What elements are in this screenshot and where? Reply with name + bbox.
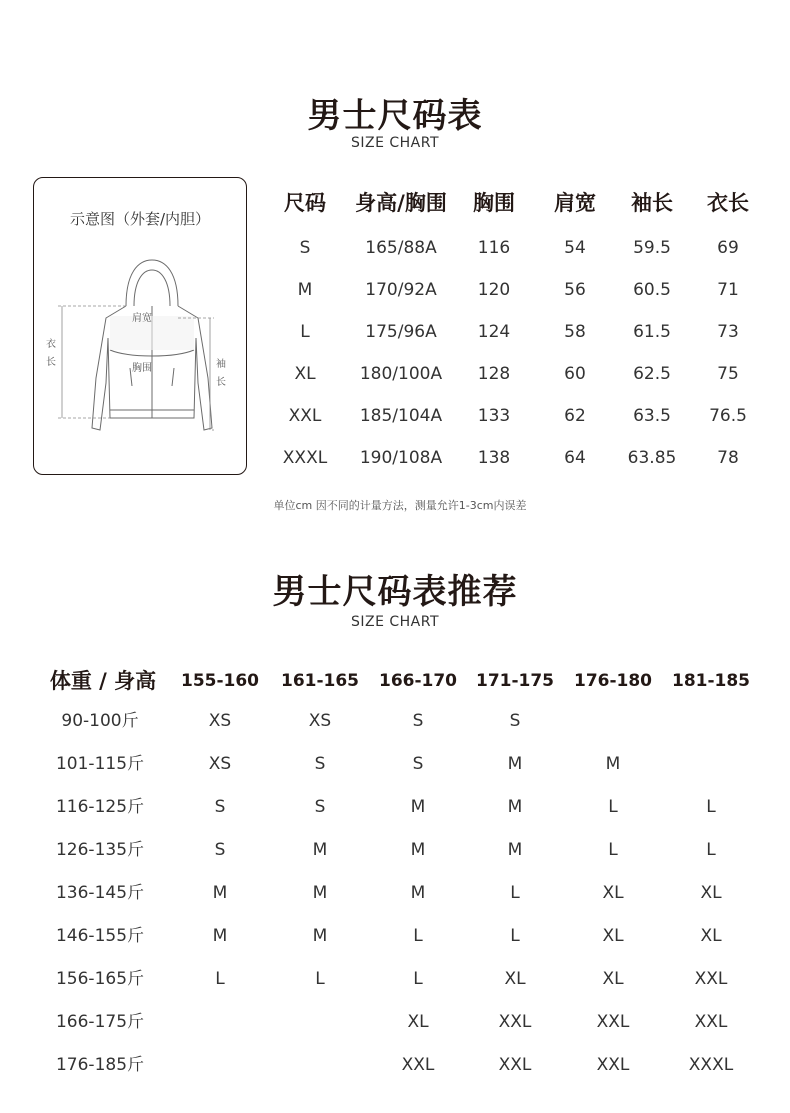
- rec-size-cell: S: [509, 711, 521, 731]
- rec-size-cell: XL: [700, 883, 722, 903]
- size-cell: 116: [477, 238, 511, 258]
- rec-size-cell: L: [608, 797, 618, 817]
- rec-size-cell: S: [214, 840, 226, 860]
- size-cell: 128: [477, 364, 511, 384]
- sleeve-label-char1: 袖: [216, 359, 226, 370]
- size-cell: 138: [477, 448, 511, 468]
- rec-size-cell: XXL: [694, 1012, 728, 1032]
- rec-table-row: [0, 1044, 790, 1087]
- rec-size-cell: L: [413, 969, 423, 989]
- rec-size-cell: M: [507, 840, 523, 860]
- size-cell: S: [299, 238, 311, 258]
- size-cell: 59.5: [633, 238, 671, 258]
- size-table-header: [268, 185, 768, 227]
- recommendation-table: [0, 664, 790, 1087]
- size-cell: XXXL: [282, 448, 328, 468]
- size-cell: 120: [477, 280, 511, 300]
- rec-size-cell: M: [410, 840, 426, 860]
- rec-size-cell: S: [412, 711, 424, 731]
- rec-size-cell: M: [212, 926, 228, 946]
- recommendation-title: 男士尺码表推荐: [272, 572, 518, 612]
- rec-size-cell: XS: [208, 754, 232, 774]
- rec-size-cell: XXL: [498, 1055, 532, 1075]
- size-chart-title: 男士尺码表: [307, 96, 483, 136]
- size-cell: 58: [564, 322, 586, 342]
- size-cell: 62.5: [633, 364, 671, 384]
- size-table-row: [268, 437, 768, 479]
- rec-size-cell: L: [706, 840, 716, 860]
- size-cell: 180/100A: [359, 364, 443, 384]
- rec-size-cell: XXL: [596, 1055, 630, 1075]
- rec-table-header: [0, 664, 790, 700]
- weight-cell: 176-185斤: [55, 1055, 145, 1075]
- rec-size-cell: XS: [308, 711, 332, 731]
- length-label-char2: 长: [46, 357, 56, 368]
- rec-size-cell: XXL: [498, 1012, 532, 1032]
- size-cell: 60.5: [633, 280, 671, 300]
- size-cell: 63.5: [633, 406, 671, 426]
- weight-cell: 90-100斤: [61, 711, 139, 731]
- size-header-cell: 肩宽: [554, 191, 596, 215]
- height-header: 155-160: [180, 671, 260, 691]
- right-pocket: [172, 368, 174, 386]
- rec-size-cell: L: [215, 969, 225, 989]
- size-cell: 165/88A: [365, 238, 437, 258]
- length-label-char1: 衣: [46, 339, 56, 350]
- rec-table-row: [0, 915, 790, 958]
- rec-table-row: [0, 700, 790, 743]
- size-header-cell: 胸围: [473, 191, 515, 215]
- jacket-diagram: [33, 177, 247, 475]
- size-cell: 75: [717, 364, 739, 384]
- rec-size-cell: M: [410, 797, 426, 817]
- weight-cell: 166-175斤: [55, 1012, 145, 1032]
- rec-corner-header: 体重 / 身高: [49, 669, 157, 693]
- rec-size-cell: XS: [208, 711, 232, 731]
- rec-size-cell: L: [608, 840, 618, 860]
- sleeve-label-char2: 长: [216, 377, 226, 388]
- size-table-row: [268, 353, 768, 395]
- rec-size-cell: L: [510, 926, 520, 946]
- size-cell: 170/92A: [365, 280, 437, 300]
- rec-size-cell: M: [312, 926, 328, 946]
- rec-table-row: [0, 786, 790, 829]
- size-cell: 190/108A: [359, 448, 443, 468]
- rec-size-cell: L: [510, 883, 520, 903]
- rec-table-row: [0, 743, 790, 786]
- height-header: 166-170: [378, 671, 458, 691]
- hood-inner: [134, 270, 170, 306]
- size-header-cell: 尺码: [284, 191, 326, 215]
- size-header-cell: 衣长: [707, 191, 749, 215]
- size-cell: 69: [717, 238, 739, 258]
- size-cell: 124: [477, 322, 511, 342]
- rec-size-cell: L: [706, 797, 716, 817]
- size-cell: 63.85: [627, 448, 677, 468]
- chest-label: 胸围: [132, 363, 152, 374]
- size-table: [268, 185, 768, 479]
- weight-cell: 101-115斤: [55, 754, 145, 774]
- weight-cell: 116-125斤: [55, 797, 145, 817]
- size-table-row: [268, 311, 768, 353]
- height-header: 181-185: [671, 671, 751, 691]
- size-cell: 175/96A: [365, 322, 437, 342]
- shoulder-shade: [110, 316, 194, 350]
- height-header: 161-165: [280, 671, 360, 691]
- weight-cell: 146-155斤: [55, 926, 145, 946]
- rec-size-cell: XXL: [694, 969, 728, 989]
- rec-size-cell: XL: [407, 1012, 429, 1032]
- rec-size-cell: XXL: [596, 1012, 630, 1032]
- size-cell: 64: [564, 448, 586, 468]
- measurement-note: 单位cm 因不同的计量方法，测量允许1-3cm内误差: [273, 499, 527, 512]
- weight-cell: 126-135斤: [55, 840, 145, 860]
- rec-size-cell: S: [412, 754, 424, 774]
- rec-table-row: [0, 872, 790, 915]
- size-cell: 185/104A: [359, 406, 443, 426]
- size-header-cell: 身高/胸围: [355, 191, 447, 215]
- rec-size-cell: S: [314, 754, 326, 774]
- size-cell: M: [297, 280, 313, 300]
- size-cell: XXL: [288, 406, 322, 426]
- rec-table-row: [0, 958, 790, 1001]
- height-header: 171-175: [475, 671, 555, 691]
- rec-size-cell: M: [312, 883, 328, 903]
- weight-cell: 156-165斤: [55, 969, 145, 989]
- size-header-cell: 袖长: [631, 191, 673, 215]
- rec-size-cell: M: [507, 797, 523, 817]
- rec-size-cell: XL: [700, 926, 722, 946]
- rec-size-cell: L: [315, 969, 325, 989]
- diagram-caption: 示意图（外套/内胆）: [69, 210, 211, 228]
- weight-cell: 136-145斤: [55, 883, 145, 903]
- shoulder-label: 肩宽: [132, 313, 152, 324]
- size-cell: 62: [564, 406, 586, 426]
- recommendation-subtitle: SIZE CHART: [350, 614, 440, 630]
- size-cell: 76.5: [709, 406, 747, 426]
- size-chart-subtitle: SIZE CHART: [350, 135, 440, 151]
- size-table-row: [268, 227, 768, 269]
- rec-size-cell: M: [410, 883, 426, 903]
- rec-size-cell: M: [212, 883, 228, 903]
- rec-table-row: [0, 1001, 790, 1044]
- size-cell: 60: [564, 364, 586, 384]
- size-cell: 71: [717, 280, 739, 300]
- rec-table-row: [0, 829, 790, 872]
- rec-size-cell: XXL: [401, 1055, 435, 1075]
- rec-size-cell: S: [314, 797, 326, 817]
- size-cell: L: [300, 322, 310, 342]
- rec-size-cell: XL: [602, 883, 624, 903]
- size-table-row: [268, 269, 768, 311]
- rec-size-cell: L: [413, 926, 423, 946]
- rec-size-cell: S: [214, 797, 226, 817]
- size-cell: 54: [564, 238, 586, 258]
- size-table-row: [268, 395, 768, 437]
- rec-size-cell: XL: [504, 969, 526, 989]
- rec-size-cell: M: [312, 840, 328, 860]
- rec-size-cell: XXXL: [688, 1055, 734, 1075]
- size-cell: 61.5: [633, 322, 671, 342]
- size-cell: 78: [717, 448, 739, 468]
- size-cell: 73: [717, 322, 739, 342]
- size-cell: 133: [477, 406, 511, 426]
- rec-size-cell: M: [605, 754, 621, 774]
- rec-size-cell: XL: [602, 926, 624, 946]
- size-cell: XL: [294, 364, 316, 384]
- size-cell: 56: [564, 280, 586, 300]
- rec-size-cell: XL: [602, 969, 624, 989]
- height-header: 176-180: [573, 671, 653, 691]
- rec-size-cell: M: [507, 754, 523, 774]
